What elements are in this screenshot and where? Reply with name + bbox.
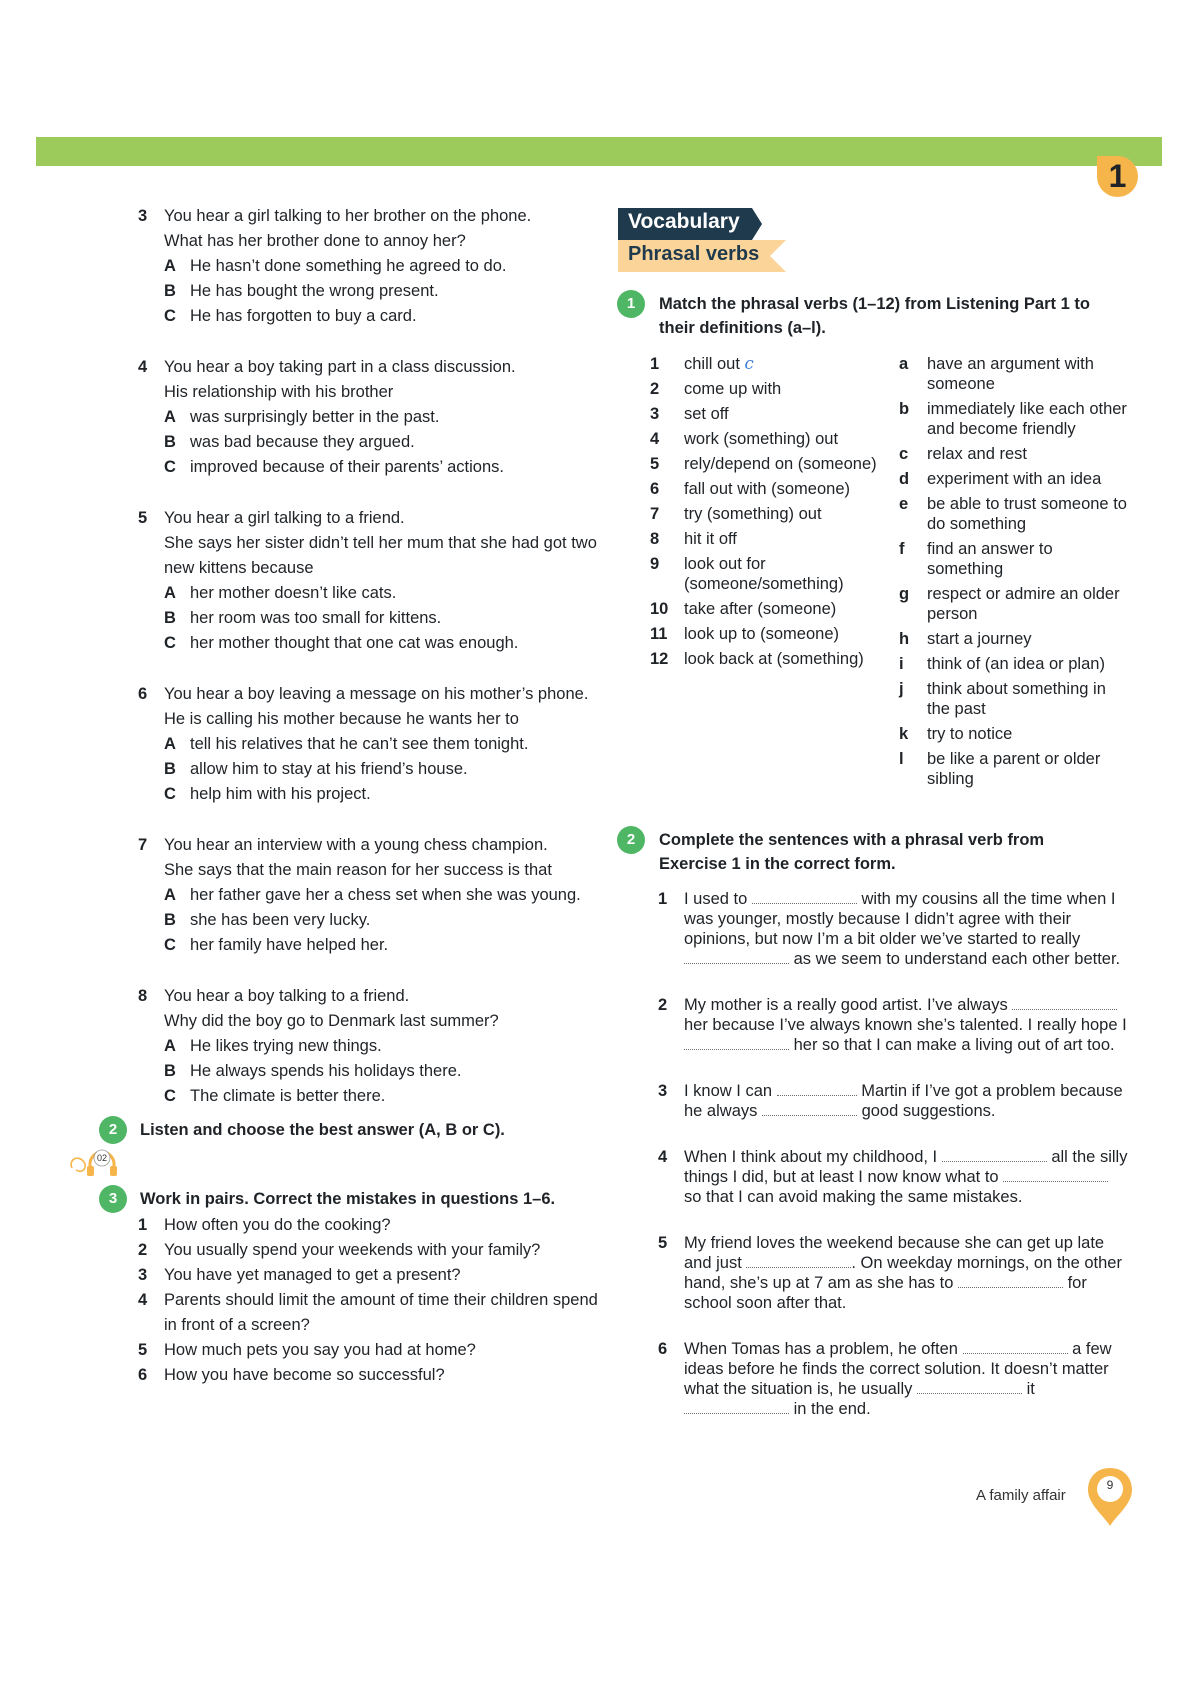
answer-blank[interactable] [684,1400,789,1414]
verb-number: 2 [650,380,660,398]
item-number: 6 [138,1366,148,1384]
unit-number: 1 [1108,158,1127,194]
question-text: She says her sister didn’t tell her mum that she had got two new kittens because [164,534,597,577]
question-text: You hear a boy leaving a message on his mother’s phone. [164,685,589,703]
answer-blank[interactable] [917,1380,1022,1394]
option-letter: C [164,785,176,803]
definition-item [899,749,1131,789]
option-text: was bad because they argued. [190,433,415,451]
answer-option[interactable] [164,1034,598,1059]
question-number: 8 [138,987,148,1005]
exercise-1-title: Match the phrasal verbs (1–12) from Listening Part 1 to their definitions (a–l). [659,295,1090,337]
header-green-bar [36,137,1162,166]
question-number: 5 [138,509,148,527]
verb-number: 1 [650,355,660,373]
definition-letter: g [899,585,910,603]
exercise-3-badge: 3 [99,1185,127,1213]
list-item [138,1338,598,1363]
answer-option[interactable] [164,782,598,807]
verb-number: 12 [650,650,669,668]
verb-number: 3 [650,405,660,423]
answer-option[interactable] [164,1059,598,1084]
item-number: 3 [138,1266,148,1284]
sentence-item: 2 My mother is a really good artist. I’ve always her because I’ve always known she’s talented. I really hope I her so that I can make a living out of art too. [658,996,1127,1054]
question-number: 4 [138,358,148,376]
phrasal-verb-item [650,479,885,499]
sentence-item: 5 My friend loves the weekend because she can get up late and just . On weekday mornings, on the other hand, she’s up at 7 am as she has to for school soon after that. [658,1234,1122,1312]
sentence-item: 3 I know I can Martin if I’ve got a problem because he always good suggestions. [658,1082,1123,1120]
page-pin-icon [1084,1464,1136,1530]
verb-number: 7 [650,505,660,523]
correct-mistakes-list [138,1213,598,1388]
option-letter: A [164,735,176,753]
answer-blank[interactable] [752,890,857,904]
definition-letter: j [899,680,904,698]
item-text: Parents should limit the amount of time their children spend in front of a screen? [164,1291,598,1334]
footer-unit-title: A family affair [976,1487,1066,1504]
definition-text: respect or admire an older person [927,585,1120,623]
question-item [138,506,598,656]
definition-letter: k [899,725,909,743]
verb-text: chill out [684,355,740,373]
answer-blank[interactable] [963,1340,1068,1354]
option-letter: B [164,911,176,929]
verb-text: work (something) out [684,430,839,448]
verb-number: 4 [650,430,660,448]
option-text: He has bought the wrong present. [190,282,439,300]
verb-text: come up with [684,380,782,398]
answer-blank[interactable] [942,1148,1047,1162]
item-number: 2 [138,1241,148,1259]
definition-item [899,584,1131,624]
option-text: allow him to stay at his friend’s house. [190,760,468,778]
list-item [138,1363,598,1388]
answer-blank[interactable] [958,1274,1063,1288]
definition-item [899,354,1131,394]
answer-option[interactable] [164,581,598,606]
verb-number: 8 [650,530,660,548]
question-number: 7 [138,836,148,854]
answer-option[interactable] [164,455,598,480]
phrasal-verb-item [650,504,885,524]
verb-text: look out for (someone/something) [684,555,844,593]
option-text: tell his relatives that he can’t see them tonight. [190,735,529,753]
option-letter: A [164,408,176,426]
exercise-2-right-badge: 2 [617,826,645,854]
definition-item [899,469,1131,489]
answer-option[interactable] [164,631,598,656]
complete-sentences [658,889,1128,1445]
phrasal-verb-item [650,404,885,424]
question-text: He is calling his mother because he wants her to [164,710,519,728]
question-text: His relationship with his brother [164,383,394,401]
item-text: How you have become so successful? [164,1366,445,1384]
answer-blank[interactable] [1012,996,1117,1010]
definition-letter: d [899,470,910,488]
list-item [138,1263,598,1288]
question-item [138,204,598,329]
option-text: her room was too small for kittens. [190,609,442,627]
definition-letter: f [899,540,905,558]
answer-option[interactable] [164,883,598,908]
question-text: You hear a girl talking to a friend. [164,509,405,527]
question-text: What has her brother done to annoy her? [164,232,466,250]
definition-item [899,629,1131,649]
option-letter: B [164,1062,176,1080]
verb-text: look back at (something) [684,650,864,668]
option-text: He has forgotten to buy a card. [190,307,417,325]
option-letter: A [164,886,176,904]
verb-text: set off [684,405,729,423]
item-text: How often you do the cooking? [164,1216,391,1234]
verb-number: 9 [650,555,660,573]
definition-text: relax and rest [927,445,1027,463]
question-number: 3 [138,207,148,225]
option-letter: C [164,458,176,476]
item-text: How much pets you say you had at home? [164,1341,476,1359]
item-number: 4 [138,1291,148,1309]
phrasal-verb-item [650,379,885,399]
definition-item [899,654,1131,674]
option-letter: A [164,584,176,602]
definition-letter: a [899,355,909,373]
verb-number: 5 [650,455,660,473]
option-text: He always spends his holidays there. [190,1062,462,1080]
option-letter: C [164,936,176,954]
option-letter: B [164,282,176,300]
definition-letter: e [899,495,909,513]
verb-text: hit it off [684,530,737,548]
question-text: Why did the boy go to Denmark last summer? [164,1012,499,1030]
option-letter: C [164,634,176,652]
option-letter: C [164,307,176,325]
answer-option[interactable] [164,1084,598,1109]
definition-text: start a journey [927,630,1032,648]
option-letter: B [164,609,176,627]
list-item [138,1213,598,1238]
answer-option[interactable] [164,279,598,304]
item-number: 1 [138,1216,148,1234]
sentence-item: 1 I used to with my cousins all the time when I was younger, mostly because I didn’t agree with their opinions, but now I’m a bit older we’ve started to really as we seem to understand each other better. [658,890,1121,968]
definitions-list [899,354,1131,794]
question-text: You hear a girl talking to her brother on the phone. [164,207,532,225]
phrasal-verb-item [650,354,885,374]
definition-text: try to notice [927,725,1013,743]
question-item [138,833,598,958]
answer-blank[interactable] [684,950,789,964]
option-text: help him with his project. [190,785,371,803]
option-text: her mother thought that one cat was enough. [190,634,519,652]
definition-item [899,399,1131,439]
track-number: 02 [96,1153,108,1163]
definition-letter: l [899,750,904,768]
item-text: You usually spend your weekends with your family? [164,1241,541,1259]
answer-blank[interactable] [762,1102,857,1116]
option-text: improved because of their parents’ actions. [190,458,504,476]
option-text: her mother doesn’t like cats. [190,584,397,602]
phrasal-verb-item [650,529,885,549]
definition-item [899,679,1131,719]
definition-text: be like a parent or older sibling [927,750,1101,788]
definition-text: think of (an idea or plan) [927,655,1105,673]
item-number: 5 [138,1341,148,1359]
verb-text: fall out with (someone) [684,480,850,498]
sentence-item: 6 When Tomas has a problem, he often a few ideas before he finds the correct solution. It doesn’t matter what the situation is, he usually it in the end. [658,1340,1112,1418]
question-item [138,355,598,480]
verb-number: 11 [650,625,668,643]
definition-item [899,444,1131,464]
definition-letter: b [899,400,910,418]
definition-text: have an argument with someone [927,355,1094,393]
option-text: was surprisingly better in the past. [190,408,440,426]
sentence-item: 4 When I think about my childhood, I all the silly things I did, but at least I now know what to so that I can avoid making the same mistakes. [658,1148,1128,1206]
question-text: She says that the main reason for her success is that [164,861,552,879]
answer-option[interactable] [164,933,598,958]
exercise-2-title: Listen and choose the best answer (A, B or C). [140,1121,505,1139]
definition-item [899,724,1131,744]
option-letter: A [164,257,176,275]
question-text: You hear an interview with a young chess champion. [164,836,548,854]
option-letter: A [164,1037,176,1055]
exercise-1-badge: 1 [617,290,645,318]
phrasal-verbs-label: Phrasal verbs [628,243,760,265]
definition-letter: i [899,655,904,673]
phrasal-verbs-list [650,354,885,674]
verb-number: 6 [650,480,660,498]
definition-text: be able to trust someone to do something [927,495,1127,533]
list-item [138,1288,598,1338]
option-text: He hasn’t done something he agreed to do. [190,257,507,275]
definition-text: think about something in the past [927,680,1106,718]
list-item [138,1238,598,1263]
option-text: He likes trying new things. [190,1037,382,1055]
vocabulary-label: Vocabulary [628,210,740,233]
definition-text: find an answer to something [927,540,1053,578]
headphones-icon[interactable] [68,1140,128,1180]
verb-number: 10 [650,600,669,618]
option-text: her father gave her a chess set when she was young. [190,886,581,904]
option-text: The climate is better there. [190,1087,386,1105]
exercise-2-badge: 2 [99,1116,127,1144]
question-number: 6 [138,685,148,703]
phrasal-verb-item [650,429,885,449]
question-item [138,682,598,807]
verb-text: try (something) out [684,505,822,523]
definition-text: experiment with an idea [927,470,1102,488]
listening-questions [138,204,598,1135]
exercise-3-title: Work in pairs. Correct the mistakes in questions 1–6. [140,1190,556,1208]
answer-option[interactable] [164,405,598,430]
definition-letter: c [899,445,909,463]
definition-text: immediately like each other and become friendly [927,400,1127,438]
answer-option[interactable] [164,254,598,279]
example-answer: c [744,354,754,373]
phrasal-verb-item [650,599,885,619]
phrasal-verb-item [650,454,885,474]
phrasal-verb-item [650,624,885,644]
definition-item [899,539,1131,579]
answer-option[interactable] [164,606,598,631]
answer-option[interactable] [164,732,598,757]
phrasal-verb-item [650,554,885,594]
phrasal-verb-item [650,649,885,669]
answer-option[interactable] [164,304,598,329]
verb-text: take after (someone) [684,600,837,618]
question-item [138,984,598,1109]
option-letter: C [164,1087,176,1105]
answer-option[interactable] [164,757,598,782]
option-letter: B [164,760,176,778]
answer-blank[interactable] [777,1082,857,1096]
definition-item [899,494,1131,534]
question-text: You hear a boy talking to a friend. [164,987,410,1005]
option-text: she has been very lucky. [190,911,371,929]
definition-letter: h [899,630,910,648]
answer-blank[interactable] [684,1036,789,1050]
item-text: You have yet managed to get a present? [164,1266,461,1284]
verb-text: rely/depend on (someone) [684,455,877,473]
exercise-2-right-title: Complete the sentences with a phrasal verb from Exercise 1 in the correct form. [659,831,1045,873]
answer-option[interactable] [164,430,598,455]
question-text: You hear a boy taking part in a class discussion. [164,358,516,376]
option-letter: B [164,433,176,451]
verb-text: look up to (someone) [684,625,840,643]
answer-blank[interactable] [746,1254,851,1268]
page-number: 9 [1106,1478,1114,1492]
answer-blank[interactable] [1003,1168,1108,1182]
option-text: her family have helped her. [190,936,389,954]
answer-option[interactable] [164,908,598,933]
